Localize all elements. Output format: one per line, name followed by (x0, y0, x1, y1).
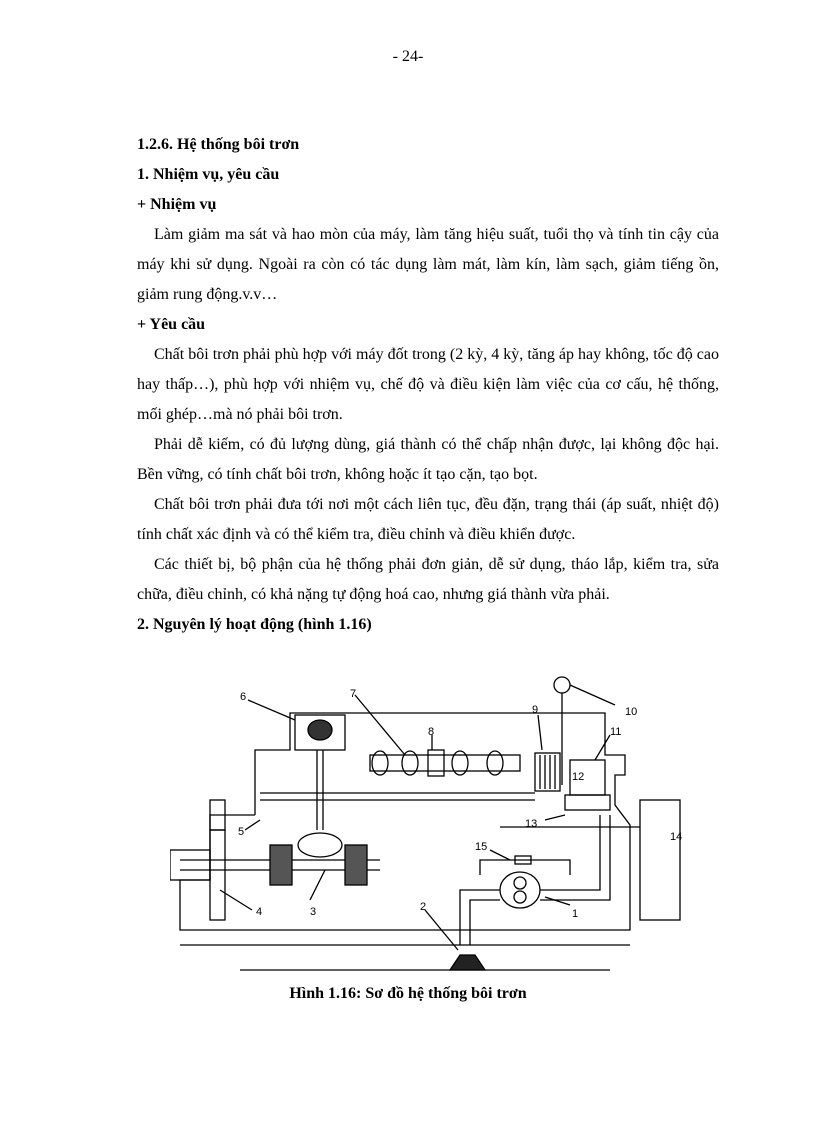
camshaft-bearing (428, 750, 444, 776)
label-13: 13 (525, 818, 538, 830)
page-number: - 24- (392, 48, 424, 65)
pressure-gauge (554, 677, 570, 693)
lubrication-system-diagram (170, 675, 690, 980)
yeu-cau-title: + Yêu cầu (137, 316, 206, 333)
figure-caption: Hình 1.16: Sơ đồ hệ thống bôi trơn (289, 985, 527, 1002)
label-6: 6 (240, 691, 247, 703)
label-7: 7 (350, 688, 357, 700)
subsection-title-1: 1. Nhiệm vụ, yêu cầu (137, 166, 280, 183)
label-3: 3 (310, 906, 317, 918)
pump-pipe (460, 815, 600, 945)
yeu-cau-paragraph-3: Chất bôi trơn phải đưa tới nơi một cách liên tục, đều đặn, trạng thái (áp suất, nhiệt độ) tính chất xác định và có thể kiểm tra, điều chỉnh và điều khiển được. (137, 496, 719, 543)
label-14: 14 (670, 831, 683, 843)
timing-gear (210, 830, 225, 920)
label-1: 1 (572, 908, 579, 920)
label-2: 2 (420, 901, 427, 913)
label-15: 15 (475, 841, 488, 853)
label-12: 12 (572, 771, 585, 783)
oil-strainer (450, 955, 485, 970)
nhiem-vu-title: + Nhiệm vụ (137, 196, 217, 213)
yeu-cau-paragraph-4: Các thiết bị, bộ phận của hệ thống phải đơn giản, dễ sử dụng, tháo lắp, kiểm tra, sửa chữa, điều chỉnh, có khả nặng tự động hoá cao, nhưng giá thành vừa phải. (137, 556, 719, 603)
label-4: 4 (256, 906, 263, 918)
label-5: 5 (238, 826, 245, 838)
subsection-title-2: 2. Nguyên lý hoạt động (hình 1.16) (137, 616, 372, 633)
oil-cooler (640, 800, 683, 920)
label-8: 8 (428, 726, 435, 738)
nhiem-vu-paragraph: Làm giảm ma sát và hao mòn của máy, làm tăng hiệu suất, tuổi thọ và tính tin cậy của máy khi sử dụng. Ngoài ra còn có tác dụng làm mát, làm kín, làm sạch, giảm tiếng ồn, giảm rung động.v.v… (137, 226, 719, 303)
label-11: 11 (610, 726, 622, 738)
label-10: 10 (625, 706, 638, 718)
label-9: 9 (532, 704, 539, 716)
section-title: 1.2.6. Hệ thống bôi trơn (137, 136, 300, 153)
camshaft (370, 755, 520, 771)
yeu-cau-paragraph-2: Phải dễ kiếm, có đủ lượng dùng, giá thành có thể chấp nhận được, lại không độc hại. Bền vững, có tính chất bôi trơn, không hoặc ít tạo cặn, tạo bọt. (137, 436, 719, 483)
document-body (137, 130, 719, 640)
diagram-svg (170, 675, 690, 980)
oil-filter (535, 753, 560, 791)
yeu-cau-paragraph-1: Chất bôi trơn phải phù hợp với máy đốt trong (2 kỳ, 4 kỳ, tăng áp hay không, tốc độ cao hay thấp…), phù hợp với nhiệm vụ, chế độ và điều kiện làm việc của cơ cấu, hệ thống, mối ghép…mà nó phải bôi trơn. (137, 346, 719, 423)
